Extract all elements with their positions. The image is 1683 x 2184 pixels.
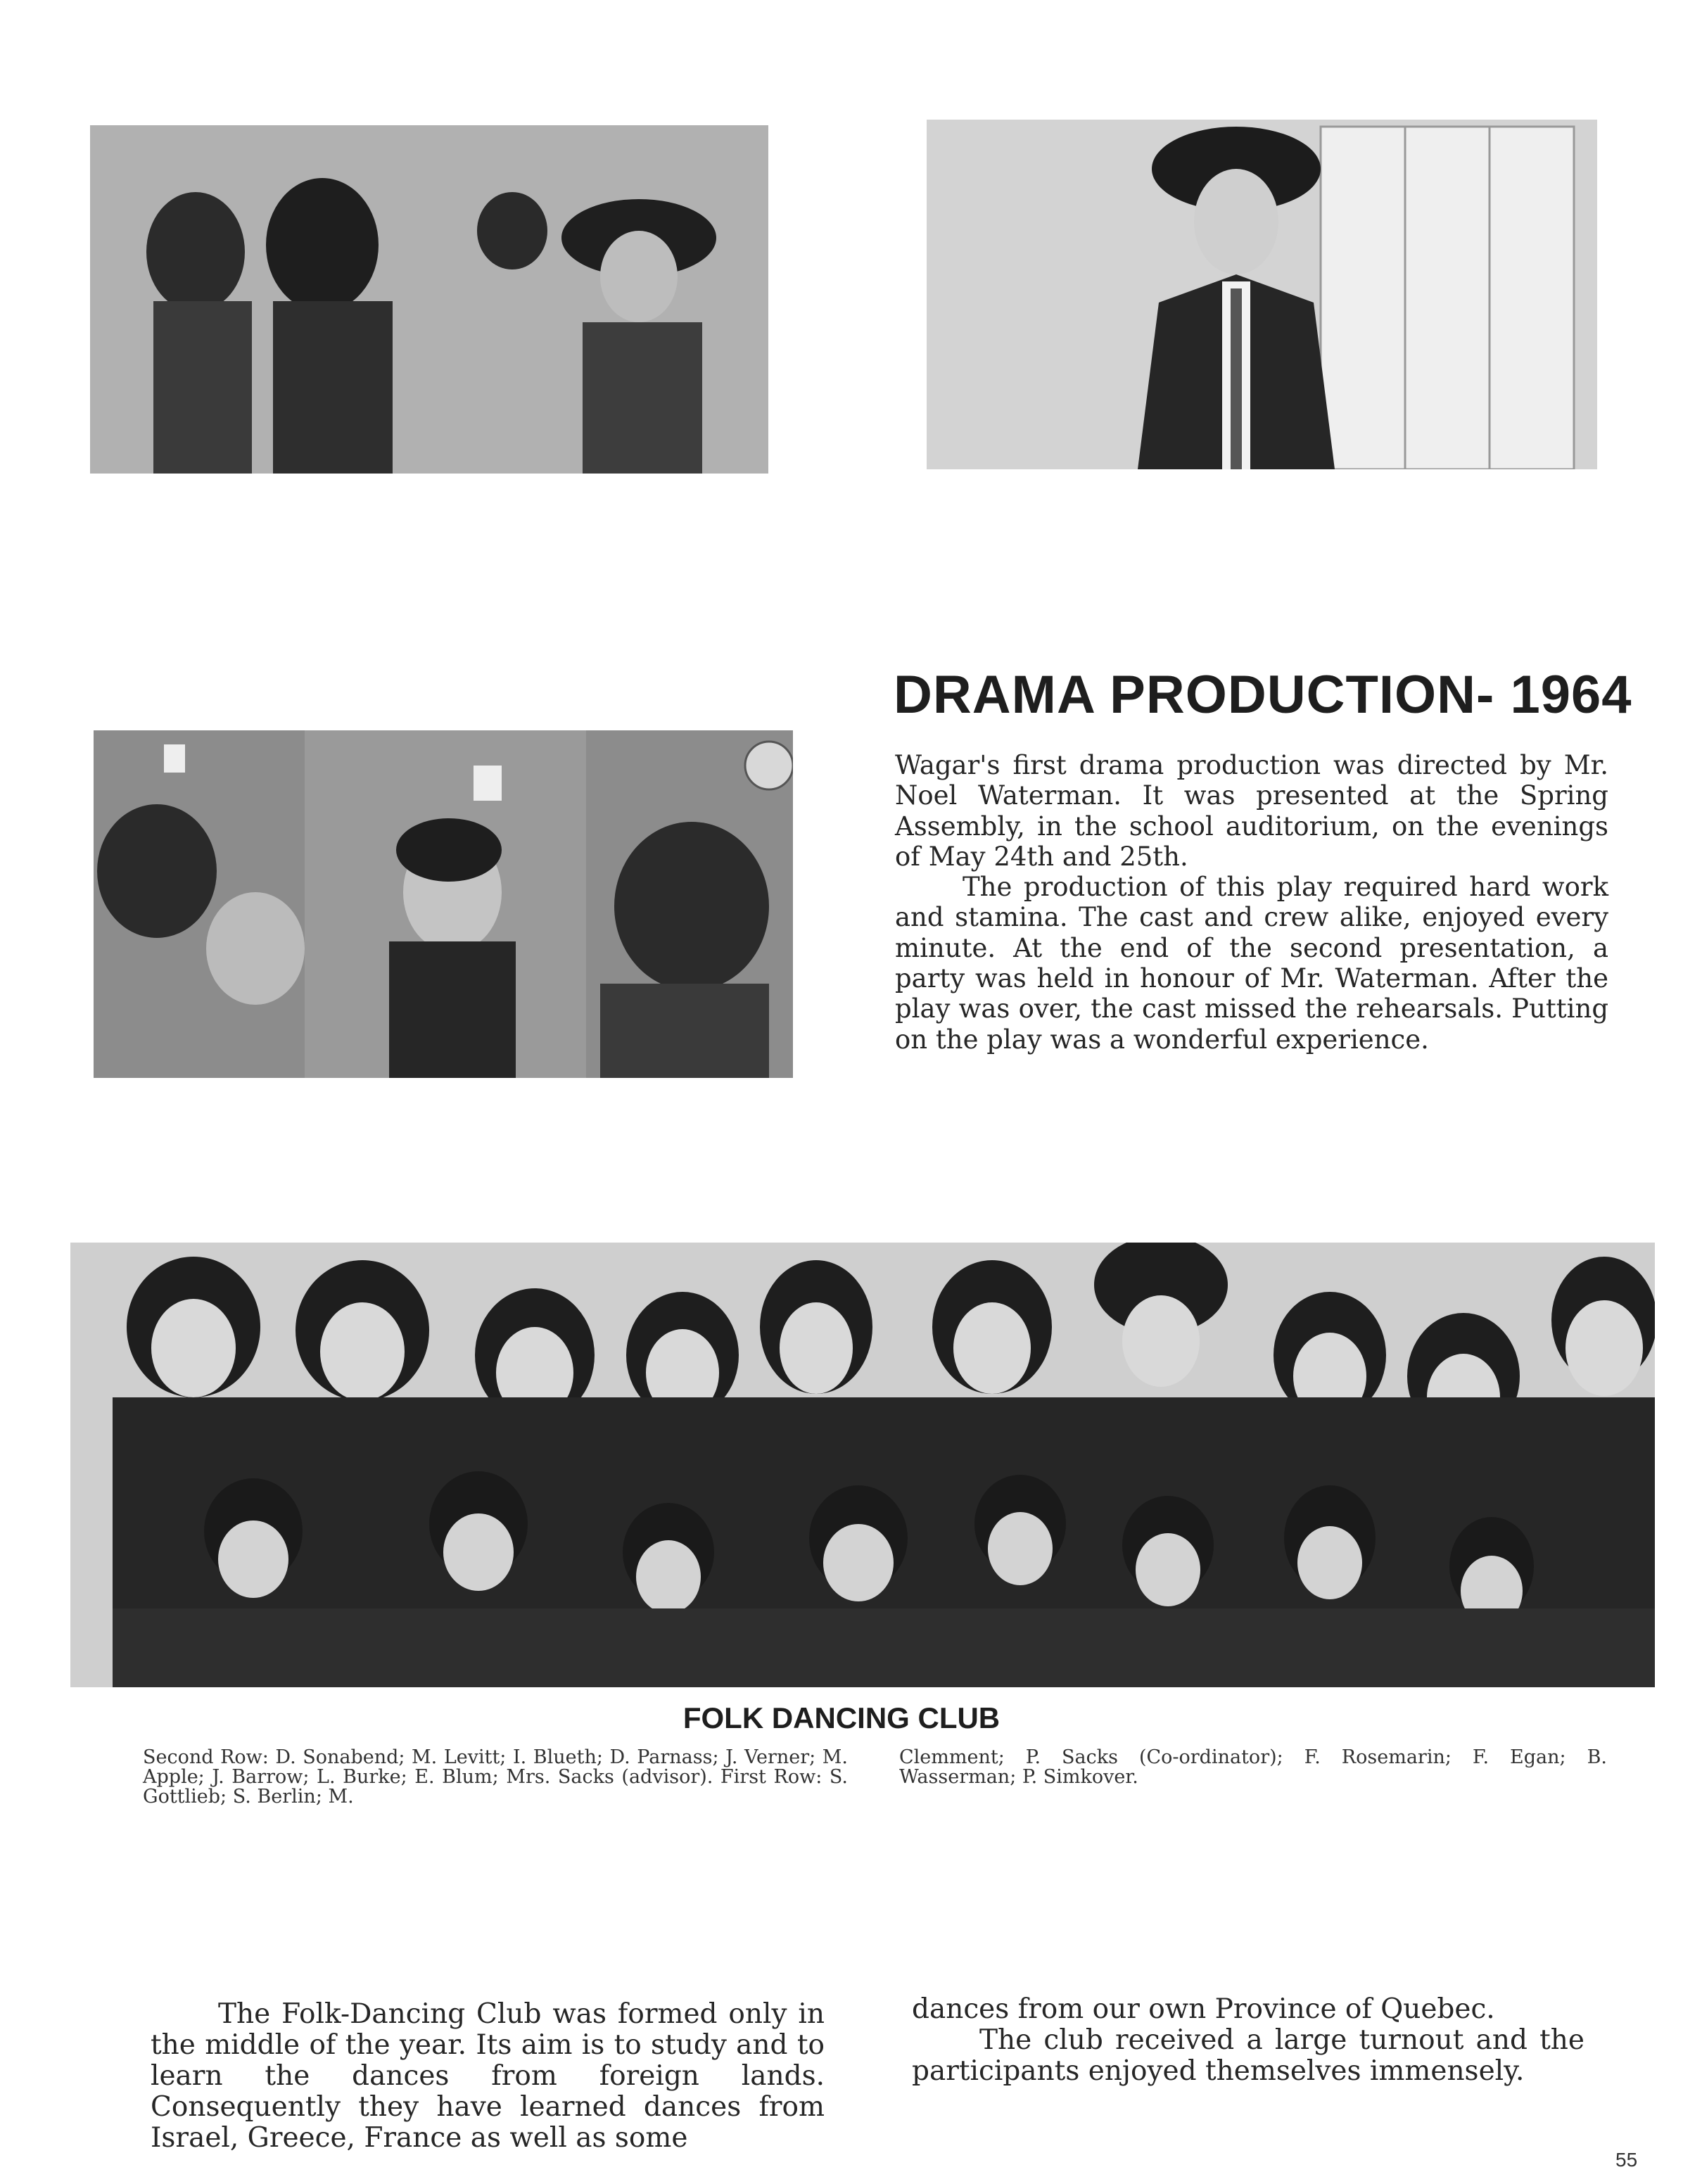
folk-club-text-right-1: dances from our own Province of Quebec. [912,1993,1495,2025]
page-number: 55 [1615,2149,1638,2171]
folk-club-paragraph-left [151,1999,825,2154]
drama-article [895,750,1608,1055]
drama-heading: DRAMA PRODUCTION- 1964 [894,665,1632,725]
folk-club-title: FOLK DANCING CLUB [682,1701,1001,1734]
drama-paragraph-1: Wagar's first drama production was directed by Mr. Noel Waterman. It was presented at the Spring Assembly, in the school auditorium, on the evenings of May 24th and 25th. [895,750,1608,872]
group-caption-left: Second Row: D. Sonabend; M. Levitt; I. Blueth; D. Parnass; J. Verner; M. Apple; J. Barrow; L. Burke; E. Blum; Mrs. Sacks (advisor). First Row: S. Gottlieb; S. Berlin; M. [143,1746,848,1808]
folk-club-paragraph-right [912,1994,1584,2087]
folk-club-text-right-2: The club received a large turnout and the participants enjoyed themselves immensely. [912,2024,1584,2087]
group-caption-right: Clemment; P. Sacks (Co-ordinator); F. Rosemarin; F. Egan; B. Wasserman; P. Simkover. [899,1746,1607,1788]
folk-club-text-left: The Folk-Dancing Club was formed only in the middle of the year. Its aim is to study and to learn the dances from foreign lands. Consequently they have learned dances from Israel, Greece, France as well as some [151,1998,825,2154]
photo-cast-party-toast [94,730,793,1078]
drama-paragraph-2: The production of this play required hard work and stamina. The cast and crew alike, enjoyed every minute. At the end of the second presentation, a party was held in honour of Mr. Waterman. After the play was over, the cast missed the rehearsals. Putting on the play was a wonderful experience. [895,872,1608,1055]
photo-actor-costume [927,120,1597,469]
photo-folk-dancing-club-group [70,1243,1655,1687]
photo-girls-dressing-room [90,125,768,474]
